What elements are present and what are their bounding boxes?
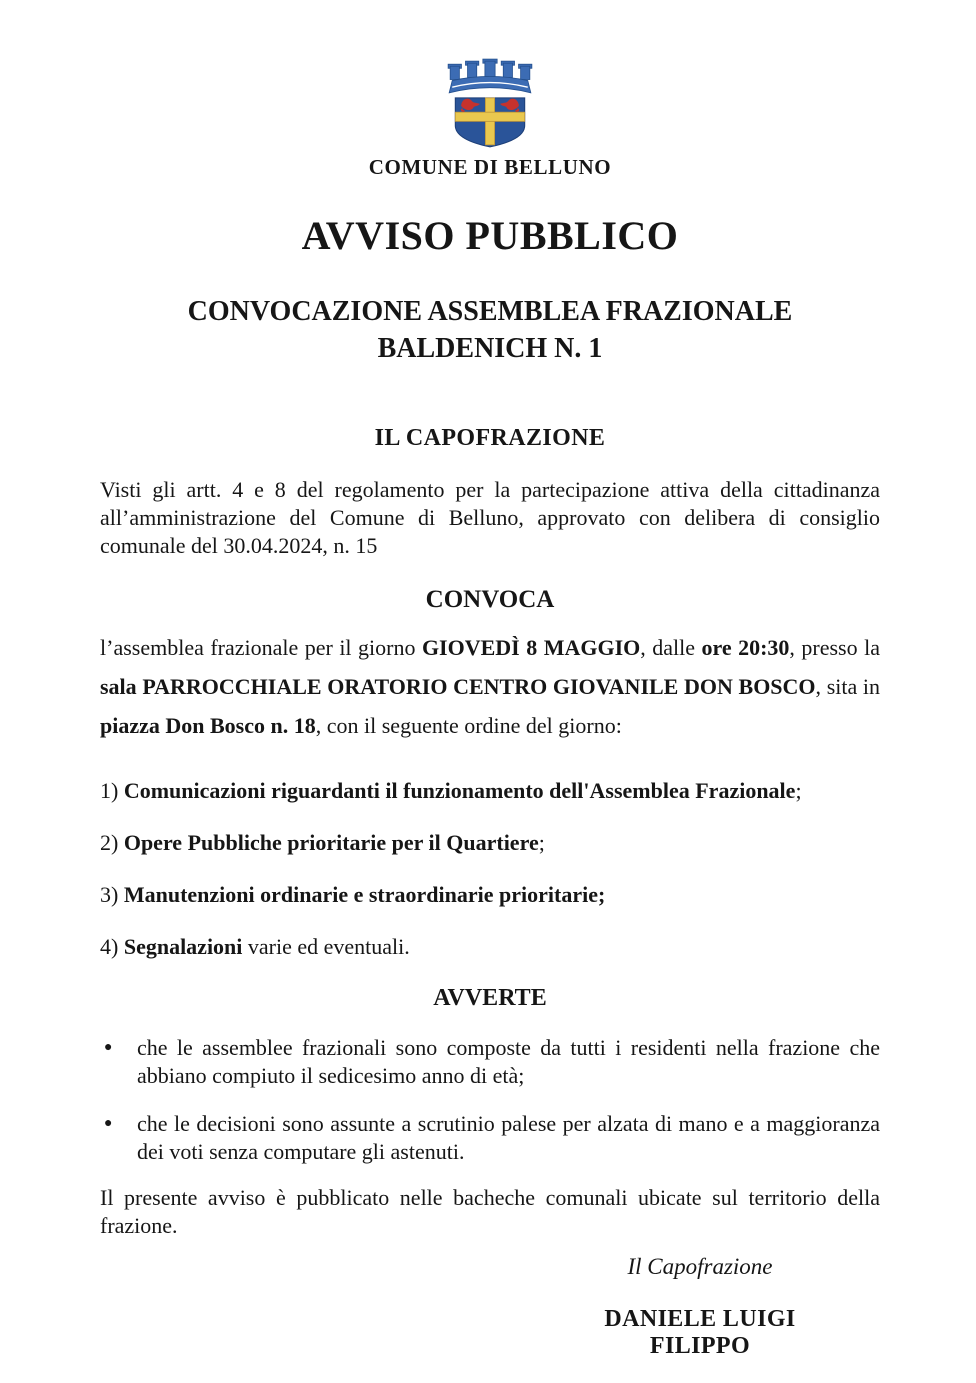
role-heading: IL CAPOFRAZIONE: [374, 425, 606, 451]
shield-icon: [455, 98, 524, 147]
subtitle-line-2: BALDENICH N. 1: [377, 333, 603, 364]
agenda-item-number: 1): [100, 778, 124, 803]
agenda-item: [100, 933, 880, 960]
event-address: piazza Don Bosco n. 18: [100, 713, 316, 738]
document-header: [100, 56, 880, 180]
convocation-text-4: , sita in: [815, 674, 880, 699]
mural-crown-icon: [448, 59, 532, 93]
convocation-paragraph: [100, 628, 880, 745]
bullet-icon: ●: [104, 1040, 113, 1055]
notice-subtitle: [100, 293, 880, 367]
avverte-heading: AVVERTE: [433, 985, 547, 1011]
municipality-name: COMUNE DI BELLUNO: [368, 155, 612, 179]
agenda-list: [100, 777, 880, 960]
publication-paragraph: Il presente avviso è pubblicato nelle bacheche comunali ubicate sul territorio della frazione.: [100, 1185, 880, 1238]
agenda-item-tail: ;: [795, 778, 802, 803]
note-text: che le decisioni sono assunte a scrutinio palese per alzata di mano e a maggioranza dei voti senza computare gli astenuti.: [137, 1111, 880, 1164]
agenda-item-text: Segnalazioni: [123, 934, 243, 959]
event-venue: sala PARROCCHIALE ORATORIO CENTRO GIOVANILE DON BOSCO: [100, 674, 816, 699]
bullet-icon: ●: [104, 1116, 113, 1131]
signature-role: Il Capofrazione: [627, 1254, 773, 1279]
signature-name: DANIELE LUIGI FILIPPO: [604, 1306, 796, 1359]
agenda-item: [100, 777, 880, 804]
coat-of-arms-icon: [441, 56, 539, 150]
agenda-item-number: 4): [100, 934, 124, 959]
convocation-text-1: l’assemblea frazionale per il giorno: [100, 635, 422, 660]
event-time: ore 20:30: [701, 635, 790, 660]
cross-horizontal-bar: [455, 112, 524, 121]
signature-block: [560, 1254, 840, 1360]
notice-title: AVVISO PUBBLICO: [301, 213, 679, 258]
convocation-text-5: , con il seguente ordine del giorno:: [315, 713, 622, 738]
convocation-text-2: , dalle: [640, 635, 702, 660]
note-text: che le assemblee frazionali sono composte da tutti i residenti nella frazione che abbiano compiuto il sedicesimo anno di età;: [137, 1035, 880, 1088]
event-date: GIOVEDÌ 8 MAGGIO: [421, 635, 641, 660]
subtitle-line-1: CONVOCAZIONE ASSEMBLEA FRAZIONALE: [187, 296, 793, 327]
agenda-item-tail: ;: [538, 830, 545, 855]
agenda-item: [100, 829, 880, 856]
agenda-item-text: Opere Pubbliche prioritarie per il Quartiere: [123, 830, 539, 855]
convoca-heading: CONVOCA: [425, 586, 555, 613]
preamble-paragraph: Visti gli artt. 4 e 8 del regolamento per la partecipazione attiva della cittadinanza all’amministrazione del Comune di Belluno, approvato con delibera di consiglio comunale del 30.04.2024, n. 15: [100, 477, 880, 558]
agenda-item-text: Manutenzioni ordinarie e straordinarie prioritarie;: [123, 882, 606, 907]
agenda-item-tail: varie ed eventuali.: [242, 934, 410, 959]
agenda-item-text: Comunicazioni riguardanti il funzionamento dell'Assemblea Frazionale: [123, 778, 796, 803]
agenda-item: [100, 881, 880, 908]
agenda-item-number: 2): [100, 830, 124, 855]
agenda-item-number: 3): [100, 882, 124, 907]
convocation-text-3: , presso la: [789, 635, 880, 660]
note-item: [100, 1110, 880, 1166]
note-item: [100, 1034, 880, 1090]
notes-list: [100, 1034, 880, 1166]
